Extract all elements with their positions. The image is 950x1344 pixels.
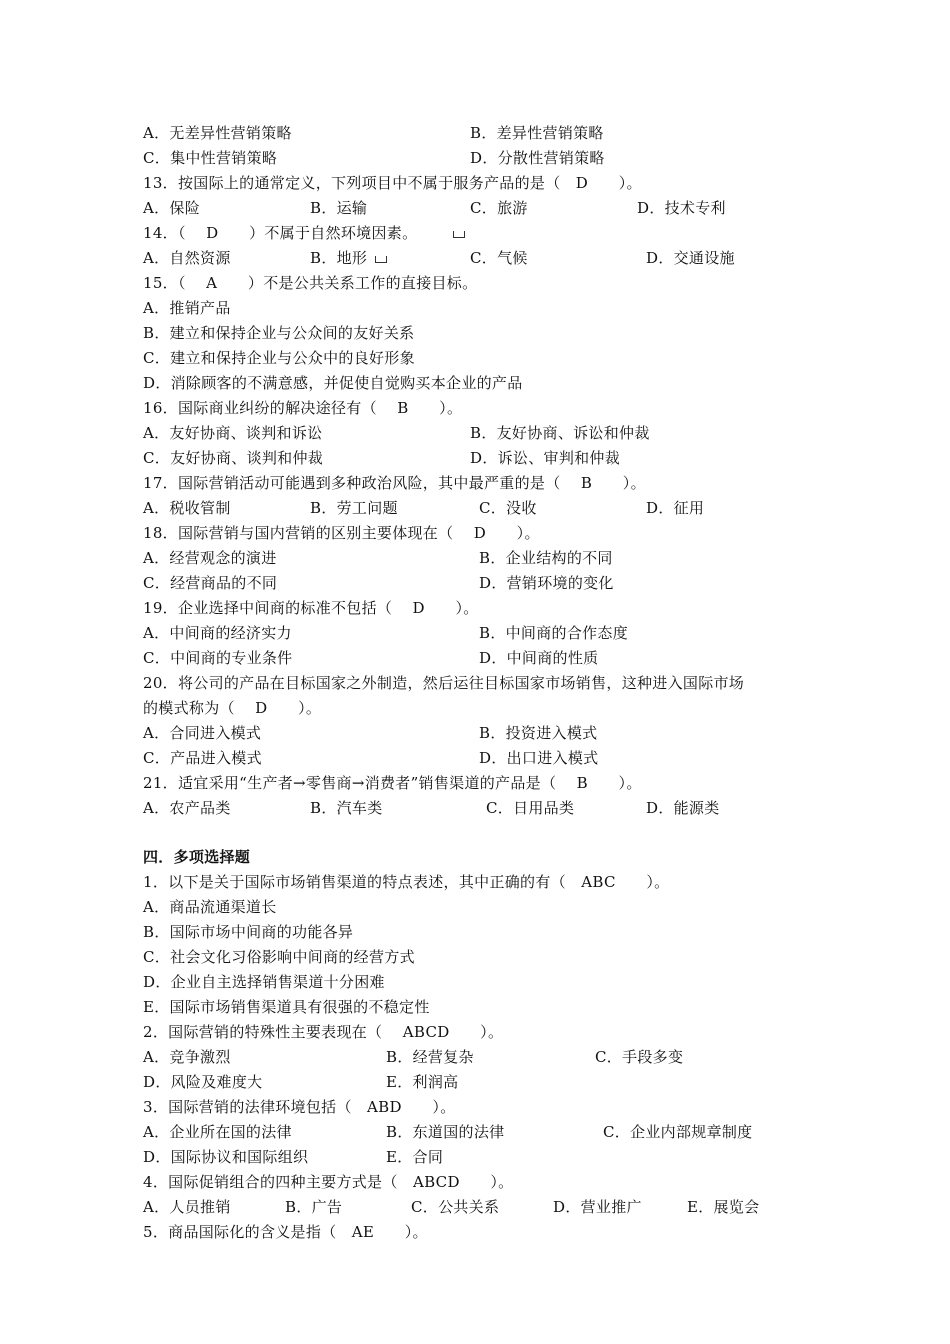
option-c: C．旅游 <box>470 199 528 217</box>
option-b: B．汽车类 <box>310 799 383 817</box>
option-a: A．农产品类 <box>143 799 231 817</box>
option-c: C．公共关系 <box>411 1198 500 1216</box>
option-a: A．自然资源 <box>143 249 231 267</box>
option-b: B．广告 <box>285 1198 343 1216</box>
option-e: E．合同 <box>386 1148 444 1166</box>
option-d: D．分散性营销策略 <box>470 149 605 167</box>
option-a: A．保险 <box>143 199 201 217</box>
option-d: D．营销环境的变化 <box>479 574 614 592</box>
option-b: B．差异性营销策略 <box>470 124 604 142</box>
option-a: A．无差异性营销策略 <box>143 124 292 142</box>
option-b: B．劳工问题 <box>310 499 398 517</box>
document-page: A．无差异性营销策略 B．差异性营销策略 C．集中性营销策略 D．分散性营销策略 13．按国际上的通常定义，下列项目中不属于服务产品的是（ D ）。 A．保险 B．运输 C．旅游 D．技术专利 14．（ D ）不属于自然环境因素。 A．自然资源 B．地形 C．气候 D．交通设施 15．（ A ）不是公共关系工作的直接目标。 A．推销产品 B．建立和保持企业与公众间的友好关系 C．建立和保持企业与公众中的良好形象 D．消除顾客的不满意感，并促使自觉购买本企业的产品 16．国际商业纠纷的解决途径有（ B ）。 A．友好协商、谈判和诉讼 B．友好协商、诉讼和仲裁 C．友好协商、谈判和仲裁 D．诉讼、审判和仲裁 17．国际营销活动可能遇到多种政治风险，其中最严重的是（ B ）。 A．税收管制 B．劳工问题 C．没收 D．征用 18．国际营销与国内营销的区别主要体现在（ D ）。 A．经营观念的演进 B．企业结构的不同 C．经营商品的不同 D．营销环境的变化 19．企业选择中间商的标准不包括（ D ）。 A．中间商的经济实力 B．中间商的合作态度 C．中间商的专业条件 D．中间商的性质 20．将公司的产品在目标国家之外制造，然后运往目标国家市场销售，这种进入国际市场 的模式称为（ D ）。 A．合同进入模式 B．投资进入模式 C．产品进入模式 D．出口进入模式 21．适宜采用“生产者→零售商→消费者”销售渠道的产品是（ B ）。 A．农产品类 B．汽车类 C．日用品类 D．能源类 四．多项选择题 1．以下是关于国际市场销售渠道的特点表述，其中正确的有（ ABC ）。 A．商品流通渠道长 B．国际市场中间商的功能各异 C．社会文化习俗影响中间商的经营方式 D．企业自主选择销售渠道十分困难 E．国际市场销售渠道具有很强的不稳定性 2．国际营销的特殊性主要表现在（ ABCD ）。 A．竞争激烈 B．经营复杂 C．手段多变 D．风险及难度大 E．利润高 3．国际营销的法律环境包括（ ABD ）。 A．企业所在国的法律 B．东道国的法律 C．企业内部规章制度 D．国际协议和国际组织 E．合同 4．国际促销组合的四种主要方式是（ ABCD ）。 A．人员推销 B．广告 C．公共关系 D．营业推广 E．展览会 5．商品国际化的含义是指（ AE ）。 <box>0 0 950 1344</box>
option-c: C．日用品类 <box>486 799 575 817</box>
option-c: C．集中性营销策略 <box>143 149 278 167</box>
option-b: B．运输 <box>310 199 368 217</box>
option-c: C．没收 <box>479 499 537 517</box>
option-d: D．交通设施 <box>646 249 735 267</box>
option-c: C．手段多变 <box>595 1048 684 1066</box>
option-b: B．中间商的合作态度 <box>479 624 629 642</box>
option-c: C．企业内部规章制度 <box>603 1123 753 1141</box>
option-b: B．友好协商、诉讼和仲裁 <box>470 424 650 442</box>
option-a: A．友好协商、谈判和诉讼 <box>143 424 323 442</box>
option-c: C．友好协商、谈判和仲裁 <box>143 449 324 467</box>
option-d: D．征用 <box>646 499 705 517</box>
option-a: A．竞争激烈 <box>143 1048 231 1066</box>
option-c: C．中间商的专业条件 <box>143 649 293 667</box>
option-a: A．中间商的经济实力 <box>143 624 292 642</box>
option-a: A．合同进入模式 <box>143 724 262 742</box>
option-a: A．企业所在国的法律 <box>143 1123 292 1141</box>
option-d: D．中间商的性质 <box>479 649 599 667</box>
option-d: D．能源类 <box>646 799 720 817</box>
option-d: D．国际协议和国际组织 <box>143 1148 309 1166</box>
option-b: B．企业结构的不同 <box>479 549 613 567</box>
option-e: E．利润高 <box>386 1073 459 1091</box>
format-mark-icon <box>373 246 387 271</box>
option-c: C．经营商品的不同 <box>143 574 278 592</box>
option-b: B．投资进入模式 <box>479 724 598 742</box>
option-d: D．风险及难度大 <box>143 1073 263 1091</box>
option-d: D．诉讼、审判和仲裁 <box>470 449 621 467</box>
option-d: D．出口进入模式 <box>479 749 599 767</box>
option-a: A．税收管制 <box>143 499 231 517</box>
option-c: C．产品进入模式 <box>143 749 262 767</box>
option-d: D．技术专利 <box>637 199 726 217</box>
option-c: C．气候 <box>470 249 528 267</box>
option-a: A．人员推销 <box>143 1198 231 1216</box>
option-d: D．营业推广 <box>553 1198 642 1216</box>
format-mark-icon <box>451 221 465 246</box>
option-b: B．经营复杂 <box>386 1048 474 1066</box>
option-b: B．地形 <box>310 249 368 267</box>
option-a: A．经营观念的演进 <box>143 549 277 567</box>
option-b: B．东道国的法律 <box>386 1123 505 1141</box>
option-e: E．展览会 <box>687 1198 760 1216</box>
